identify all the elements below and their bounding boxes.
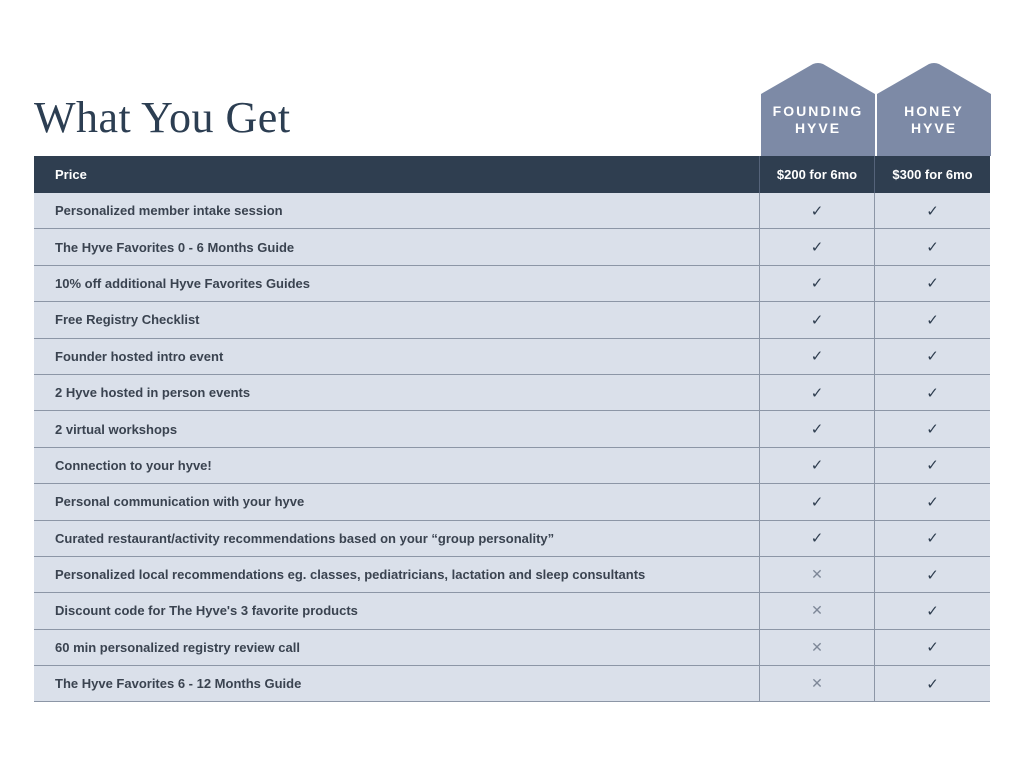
checkmark-icon: ✓ — [760, 193, 875, 228]
table-row — [34, 193, 990, 229]
feature-label: 10% off additional Hyve Favorites Guides — [34, 266, 760, 301]
checkmark-icon: ✓ — [760, 375, 875, 410]
checkmark-icon: ✓ — [760, 484, 875, 519]
price-honey: $300 for 6mo — [892, 167, 973, 182]
feature-label: The Hyve Favorites 6 - 12 Months Guide — [34, 666, 760, 701]
price-row — [34, 156, 990, 193]
table-row — [34, 630, 990, 666]
table-row — [34, 302, 990, 338]
table-row — [34, 666, 990, 702]
checkmark-icon: ✓ — [760, 448, 875, 483]
table-row — [34, 266, 990, 302]
x-mark-icon: ✕ — [760, 666, 875, 701]
checkmark-icon: ✓ — [760, 411, 875, 446]
checkmark-icon: ✓ — [760, 302, 875, 337]
feature-label: 2 virtual workshops — [34, 411, 760, 446]
checkmark-icon: ✓ — [926, 239, 939, 257]
checkmark-icon: ✓ — [926, 530, 939, 548]
plan-tab-honey-hyve — [877, 62, 991, 156]
checkmark-icon: ✓ — [760, 339, 875, 374]
checkmark-icon: ✓ — [760, 229, 875, 264]
feature-label: Personal communication with your hyve — [34, 484, 760, 519]
table-row — [34, 411, 990, 447]
page-title: What You Get — [34, 93, 291, 142]
price-founding: $200 for 6mo — [760, 156, 875, 193]
checkmark-icon: ✓ — [926, 311, 939, 329]
feature-label: Discount code for The Hyve's 3 favorite products — [34, 593, 760, 628]
table-row — [34, 593, 990, 629]
checkmark-icon: ✓ — [760, 266, 875, 301]
comparison-table — [34, 156, 990, 702]
table-row — [34, 557, 990, 593]
feature-label: The Hyve Favorites 0 - 6 Months Guide — [34, 229, 760, 264]
checkmark-icon: ✓ — [926, 421, 939, 439]
checkmark-icon: ✓ — [926, 384, 939, 402]
feature-label: Personalized local recommendations eg. classes, pediatricians, lactation and sleep consultants — [34, 557, 760, 592]
checkmark-icon: ✓ — [926, 675, 939, 693]
table-row — [34, 521, 990, 557]
feature-label: Personalized member intake session — [34, 193, 760, 228]
checkmark-icon: ✓ — [926, 566, 939, 584]
table-row — [34, 229, 990, 265]
feature-label: 60 min personalized registry review call — [34, 630, 760, 665]
plan-name-founding: FOUNDING HYVE — [772, 103, 864, 136]
price-label: Price — [34, 156, 760, 193]
checkmark-icon: ✓ — [926, 457, 939, 475]
table-row — [34, 484, 990, 520]
plan-name-honey: HONEY HYVE — [904, 103, 964, 136]
x-mark-icon: ✕ — [760, 557, 875, 592]
checkmark-icon: ✓ — [926, 493, 939, 511]
feature-list — [34, 193, 990, 702]
feature-label: 2 Hyve hosted in person events — [34, 375, 760, 410]
checkmark-icon: ✓ — [926, 202, 939, 220]
feature-label: Curated restaurant/activity recommendations based on your “group personality” — [34, 521, 760, 556]
table-row — [34, 375, 990, 411]
feature-label: Connection to your hyve! — [34, 448, 760, 483]
checkmark-icon: ✓ — [760, 521, 875, 556]
x-mark-icon: ✕ — [760, 593, 875, 628]
feature-label: Free Registry Checklist — [34, 302, 760, 337]
checkmark-icon: ✓ — [926, 602, 939, 620]
table-row — [34, 339, 990, 375]
plan-tab-founding-hyve — [761, 62, 875, 156]
checkmark-icon: ✓ — [926, 275, 939, 293]
checkmark-icon: ✓ — [926, 639, 939, 657]
x-mark-icon: ✕ — [760, 630, 875, 665]
feature-label: Founder hosted intro event — [34, 339, 760, 374]
table-row — [34, 448, 990, 484]
checkmark-icon: ✓ — [926, 348, 939, 366]
